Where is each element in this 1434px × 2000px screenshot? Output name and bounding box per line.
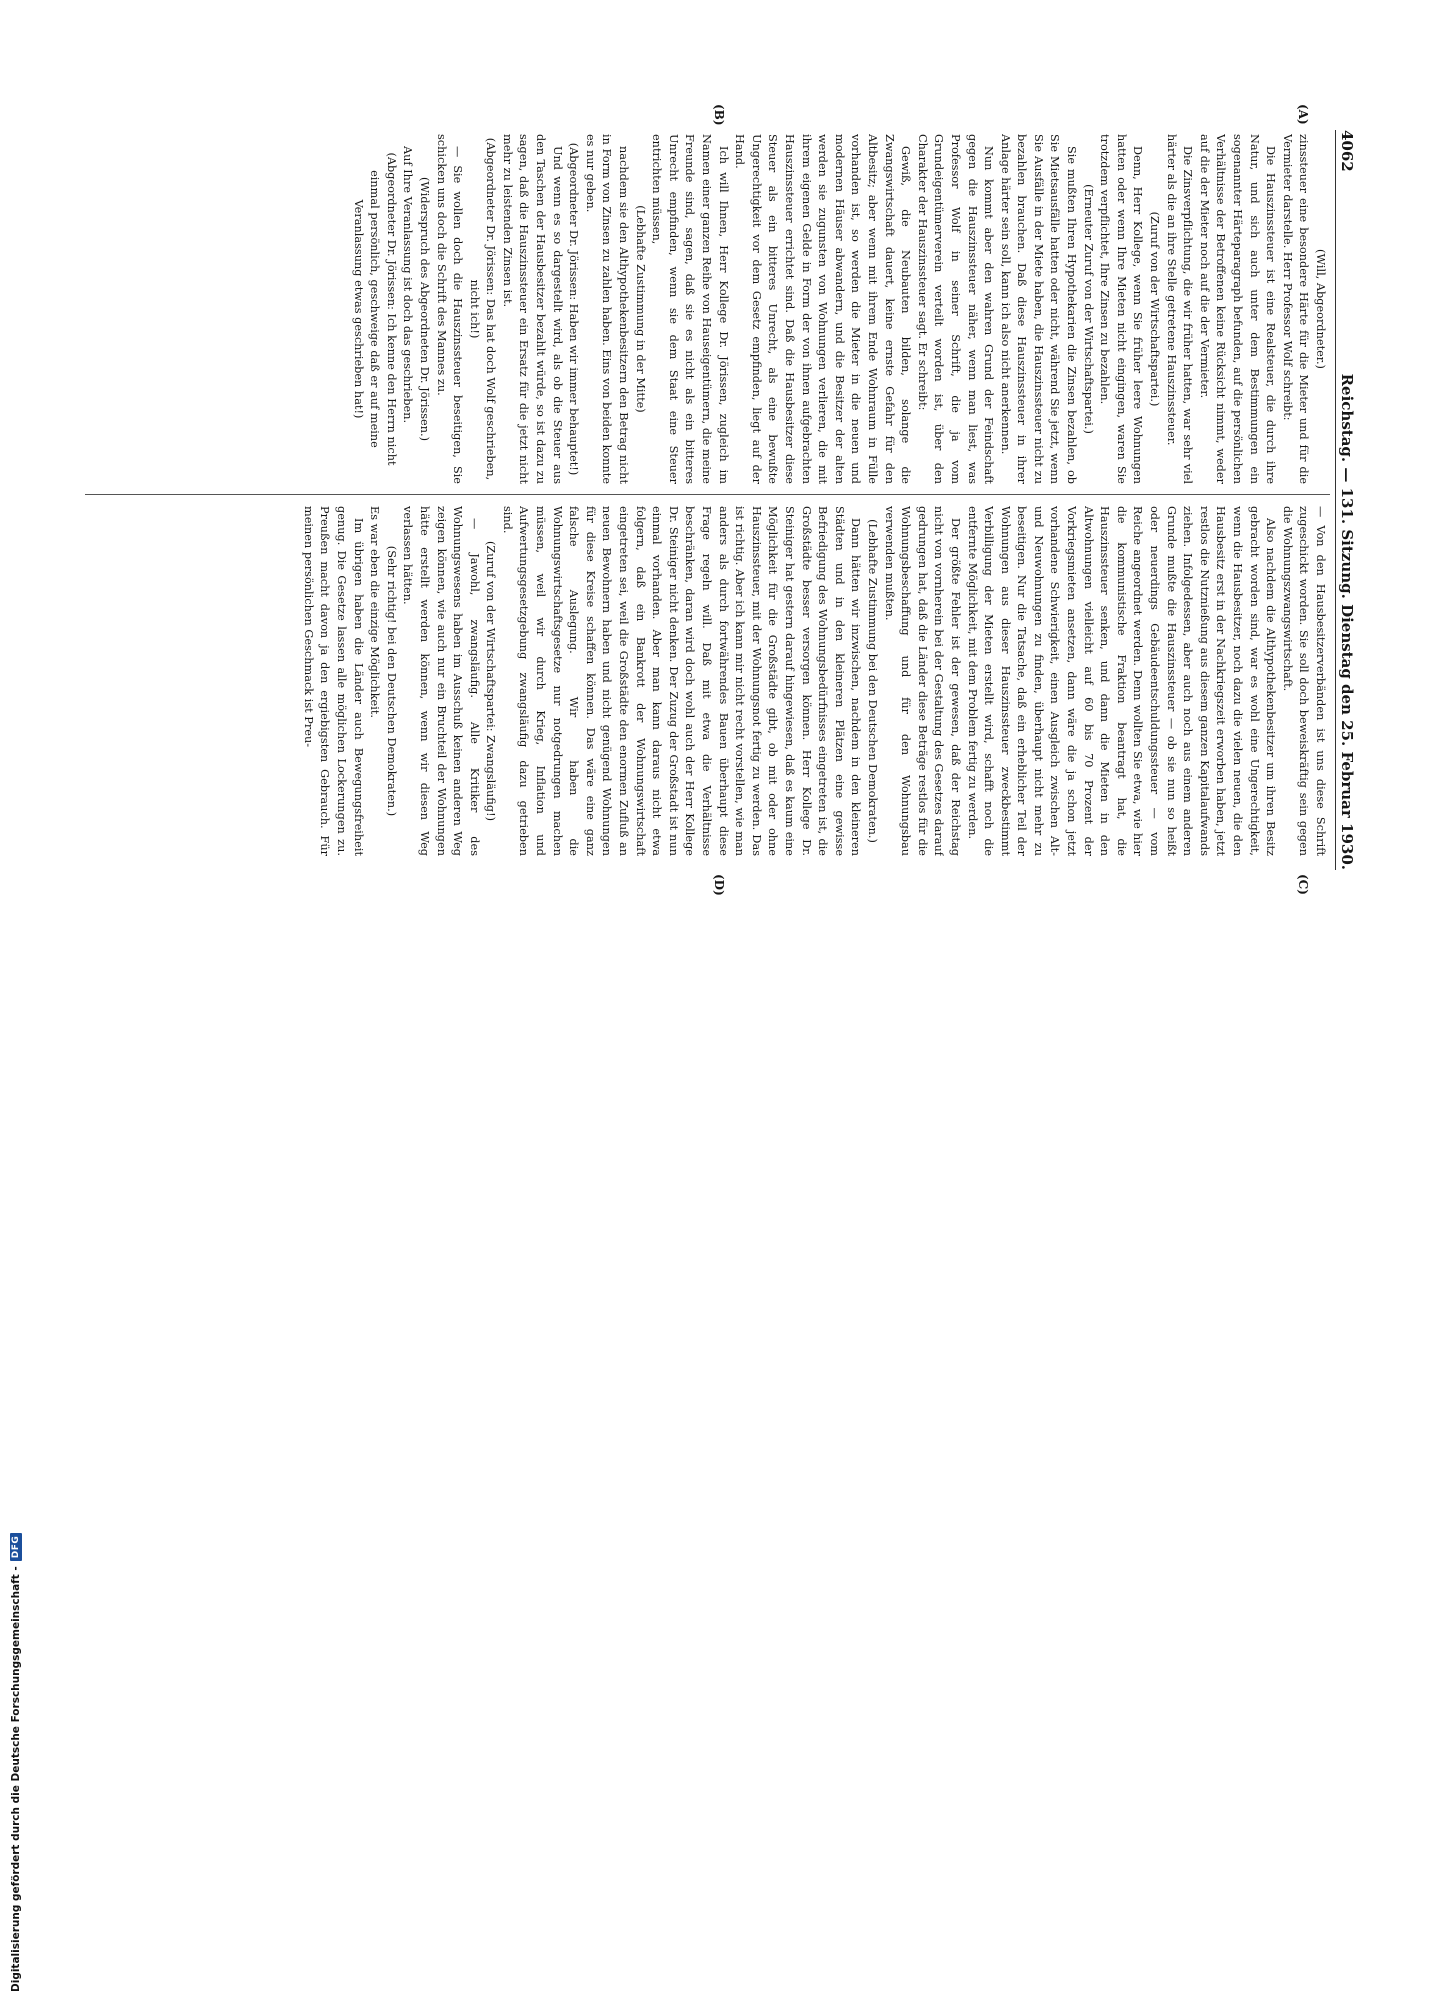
interjection: (Abgeordneter Dr. Jörissen: Haben wir immer behauptet!) [567,142,581,476]
page-number: 4062 [1338,130,1356,172]
margin-marker-b: (B) [712,104,726,126]
paragraph: Dann hätten wir inzwischen, nachdem in den kleineren Städten und in den kleineren Plätzen eine gewisse Befriedigung des Wohnungsbedürfnisses eingetreten ist, die Großstädte besser versorgen können. Herr Kollege Dr. Steiniger hat gestern darauf hingewiesen, daß es kaum eine Möglichkeit für die Großstädte gibt, ob mit oder ohne Hauszinssteuer, mit der Wohnungsnot fertig zu werden. Das ist richtig. Aber ich kann mir nicht recht vorstellen, wie man anders als durch fortwährendes Bauen überhaupt diese Frage regeln will. Daß mit etwa die Verhältnisse beschränken, daran wird doch wohl auch der Herr Kollege Dr. Steiniger nicht denken. Der Zuzug der Großstadt ist nun einmal vorhanden. Aber man kann daraus nicht etwa folgern, daß ein Bankrott der Wohnungswirtschaft eingetreten sei, weil die Großstädte den enormen Zufluß an neuen Bewohnern haben und nicht genügend Wohnungen für diese Kreise schaffen können. Das wäre eine ganz falsche Auslegung. Wir haben die Wohnungswirtschaftsgesetze nur notgedrungen machen müssen, weil wir durch Krieg, Inflation und Aufwertungsgesetzgebung zwangsläufig dazu getrieben sind. [500,506,863,856]
right-text-column [78,506,1328,856]
interjection: (Lebhafte Zustimmung in der Mitte) [633,205,647,413]
paragraph: Und wenn es so dargestellt wird, als ob die Steuer aus den Taschen der Hausbesitzer bezahlt würde, so ist dazu zu sagen, daß die Hauszinssteuer ein Ersatz für die jetzt nicht mehr zu leistenden Zinsen ist. [500,134,564,484]
interjection: (Abgeordneter Dr. Jörissen: Ich kenne den Herrn nicht einmal persönlich, geschweige daß er auf meine Veranlassung etwas geschrieben hat!) [351,152,398,466]
paragraph: Ich will Ihnen, Herr Kollege Dr. Jörissen, zugleich im Namen einer ganzen Reihe von Hauseigentümern, die meine Freunde sind, sagen, daß sie es nicht als ein bitteres Unrecht empfinden, wenn sie dem Staat eine Steuer entrichten müssen, [650,134,730,484]
header-rule [1335,130,1336,870]
interjection: (Widerspruch des Abgeordneten Dr. Jörissen.) [417,176,431,442]
interjection: (Abgeordneter Dr. Jörissen: Das hat doch Wolf geschrieben, nicht ich!) [467,137,498,481]
session-title: Reichstag. — 131. Sitzung. Dienstag den 25. Februar 1930. [1338,373,1356,870]
paragraph: — Von den Hausbesitzerverbänden ist uns diese Schrift zugeschickt worden. Sie soll doch beweiskräftig sein gegen die Wohnungszwangswirtschaft. [1280,506,1327,856]
interjection: (Will, Abgeordneter.) [1314,249,1327,369]
credit-text: Digitalisierung gefördert durch die Deutsche Forschungsgemeinschaft - [10,1566,22,1992]
paragraph: Gewiß, die Neubauten bilden, solange die Zwangswirtschaft dauert, keine ernste Gefahr für den Altbesitz; aber wenn mit ihrem Ende Wohnraum in Fülle vorhanden ist, so werden die Mieter in die neuen und modernen Häuser abwandern, und die Besitzer der alten werden sie zugunsten von Wohnungen verlieren, die mit ihrem eigenen Gelde in Form der von ihnen aufgebrachten Hauszinssteuer errichtet sind. Daß die Hausbesitzer diese Steuer als ein bitteres Unrecht, als eine bewußte Ungerechtigkeit vor dem Gesetz empfinden, liegt auf der Hand. [733,134,913,484]
paragraph: Die Hauszinssteuer ist eine Realsteuer, die durch ihre Natur, und sich auch unter dem Bestimmungen ein sogenannter Härteparagraph befunden, auf die persönlichen Verhältnisse der Betroffenen keine Rücksicht nimmt, weder auf die der Mieter noch auf die der Vermieter. [1197,134,1278,484]
digitization-credit [8,1000,24,2000]
interjection: (Zuruf von der Wirtschaftspartei.) [1148,211,1162,407]
margin-marker-a: (A) [1296,104,1310,125]
paragraph: Es war eben die einzige Möglichkeit. [368,506,382,718]
paragraph: nachdem sie den Althypothekenbesitzern den Betrag nicht in Form von Zinsen zu zahlen haben. Eins von beiden konnte es nur geben. [583,134,631,484]
interjection: (Erneuter Zuruf von der Wirtschaftspartei.) [1081,184,1095,434]
interjection: (Lebhafte Zustimmung bei den Deutschen Demokraten.) [865,519,879,843]
paragraph: Denn, Herr Kollege, wenn Sie früher leere Wohnungen hatten oder wenn Ihre Mieten nicht eingingen, waren Sie trotzdem verpflichtet, Ihre Zinsen zu bezahlen. [1098,134,1145,484]
paragraph: Die Zinsverpflichtung, die wir früher hatten, war sehr viel härter als die an ihre Stelle getretene Hauszinssteuer. [1164,134,1195,484]
column-divider [85,494,1330,495]
paragraph: — Jawohl, zwangsläufig. Alle Kritiker des Wohnungswesens haben im Ausschuß keinen anderen Weg zeigen können, wie auch nur ein Bruchteil der Wohnungen hätte erstellt werden können, wenn wir diesen Weg verlassen hätten. [401,506,481,856]
margin-marker-d: (D) [712,874,726,896]
paragraph: Der größte Fehler ist der gewesen, daß der Reichstag nicht von vornherein bei der Gestaltung des Gesetzes darauf gedrungen hat, daß die Länder diese Beträge restlos für die Wohnungsbeschaffung und für den Wohnungsbau verwenden mußten. [882,506,962,856]
left-text-column [78,134,1328,484]
dfg-logo: DFG [10,1533,22,1562]
paragraph: Also nachdem die Althypothekenbesitzer um ihren Besitz gebracht worden sind, war es wohl eine Ungerechtigkeit, wenn die Hausbesitzer, noch dazu die vielen neuen, die den Hausbesitz erst in der Nachkriegszeit erworben haben, jetzt restlos die Nutznießung aus diesem ganzen Kapitalaufwands ziehen. Infolgedessen, aber auch noch aus einem anderen Grunde mußte die Hauszinssteuer — ob sie nun so heißt oder neuerdings Gebäudeentschuldungssteuer — vom Reiche angeordnet werden. Denn wollten Sie etwa, wie hier die kommunistische Fraktion beantragt hat, die Hauszinssteuer senken, und dann die Mieten in den Altwohnungen vielleicht auf 60 bis 70 Prozent der Vorkriegsmieten ansetzen, dann wäre die ja schon jetzt vorhandene Schwierigkeit, einen Ausgleich zwischen Alt- und Neuwohnungen zu finden, überhaupt nicht mehr zu beseitigen. Nur die Tatsache, daß ein erheblicher Teil der Wohnungen aus dieser Hauszinssteuer zweckbestimmt Verbilligung der Mieten erstellt wird, schafft noch die entfernte Möglichkeit, mit dem Problem fertig zu werden. [965,506,1278,856]
paragraph: zinssteuer eine besondere Härte für die Mieter und für die Vermieter darstelle. Herr Professor Wolf schreibt: [1280,134,1311,484]
interjection: (Zuruf von der Wirtschaftspartei: Zwangsläufig!) [484,540,498,822]
margin-marker-c: (C) [1296,874,1310,895]
paragraph: Nun kommt aber den wahren Grund der Feindschaft gegen die Hauszinssteuer näher, wenn man liest, was Professor Wolf in seiner Schrift, die ja vom Grundeigentümerverein verteilt worden ist, über den Charakter der Hauszinssteuer sagt. Er schreibt: [915,134,996,484]
running-header [1338,130,1356,870]
paragraph: — Sie wollen doch die Hauszinssteuer beseitigen, Sie schicken uns doch die Schrift des Mannes zu. [434,134,465,484]
paragraph: Im übrigen haben die Länder auch Bewegungsfreiheit genug. Die Gesetze lassen alle möglichen Lockerungen zu. Preußen macht davon ja den ergiebigsten Gebrauch. Für meinen persönlichen Geschmack ist Preu- [301,506,365,856]
interjection: (Sehr richtig! bei den Deutschen Demokraten.) [384,545,398,817]
paragraph: Auf Ihre Veranlassung ist doch das geschrieben. [401,146,415,424]
paragraph: Sie mußten Ihren Hypothekarien die Zinsen bezahlen, ob Sie Mietsausfälle hatten oder nicht, während Sie jetzt, wenn Sie Ausfälle in der Miete haben, die Hauszinssteuer nicht zu bezahlen brauchen. Daß diese Hauszinssteuer in ihrer Anlage härter sein soll, kann ich also nicht anerkennen. [998,134,1079,484]
